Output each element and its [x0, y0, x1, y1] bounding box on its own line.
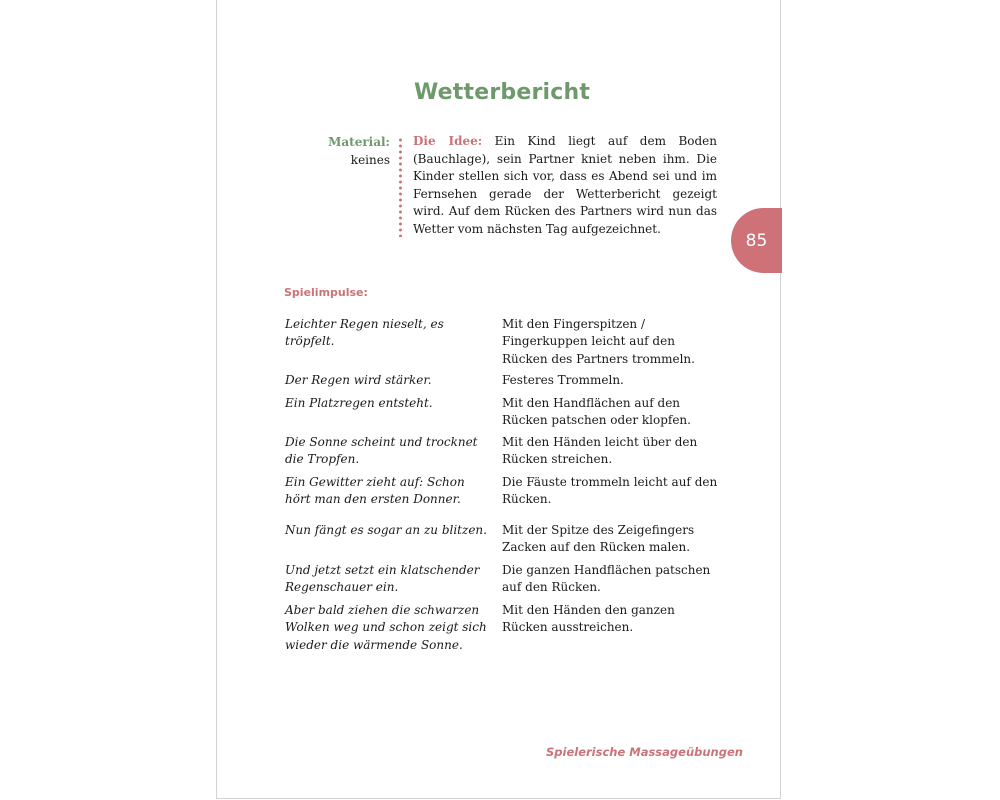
- idea-paragraph: [413, 133, 717, 239]
- idea-text: Ein Kind liegt auf dem Boden (Bauchlage), sein Partner kniet neben ihm. Die Kinder stellen sich vor, dass es Abend sei und im Fernsehen gerade der Wetterbericht gezeigt wird. Auf dem Rücken des Partners wird nun das Wetter vom nächsten Tag aufgezeichnet.: [413, 134, 717, 236]
- impulse-cue: Und jetzt setzt ein klatschender Regenschauer ein.: [285, 563, 480, 595]
- page-title: Wetterbericht: [414, 80, 591, 105]
- impulse-cue: Ein Platzregen entsteht.: [285, 396, 433, 410]
- impulses-heading: Spielimpulse:: [284, 286, 368, 299]
- impulse-cue: Nun fängt es sogar an zu blitzen.: [285, 523, 487, 537]
- impulse-cue: Der Regen wird stärker.: [285, 373, 432, 387]
- dotted-divider: [399, 137, 402, 237]
- impulse-action: Festeres Trommeln.: [502, 373, 624, 387]
- impulse-cue: Ein Gewitter zieht auf: Schon hört man den ersten Donner.: [285, 475, 465, 507]
- impulse-action: Die ganzen Handflächen patschen auf den Rücken.: [502, 563, 711, 595]
- impulse-cue: Aber bald ziehen die schwarzen Wolken weg und schon zeigt sich wieder die wärmende Sonne.: [285, 603, 487, 652]
- impulse-action: Mit der Spitze des Zeigefingers Zacken auf den Rücken malen.: [502, 523, 695, 555]
- running-footer: Spielerische Massageübungen: [546, 745, 743, 759]
- material-block: [300, 134, 390, 169]
- page-number: 85: [745, 230, 768, 251]
- impulse-action: Mit den Handflächen auf den Rücken patschen oder klopfen.: [502, 396, 691, 428]
- impulse-cue: Leichter Regen nieselt, es tröpfelt.: [285, 317, 444, 349]
- material-label: Material:: [328, 135, 390, 149]
- impulse-cue: Die Sonne scheint und trocknet die Tropfen.: [285, 435, 478, 467]
- material-value: keines: [350, 152, 390, 167]
- impulse-action: Mit den Händen den ganzen Rücken ausstreichen.: [502, 603, 675, 635]
- impulse-action: Die Fäuste trommeln leicht auf den Rücken.: [502, 475, 718, 507]
- idea-label: Die Idee:: [413, 134, 483, 148]
- impulse-action: Mit den Fingerspitzen / Fingerkuppen leicht auf den Rücken des Partners trommeln.: [502, 317, 695, 366]
- impulse-action: Mit den Händen leicht über den Rücken streichen.: [502, 435, 698, 467]
